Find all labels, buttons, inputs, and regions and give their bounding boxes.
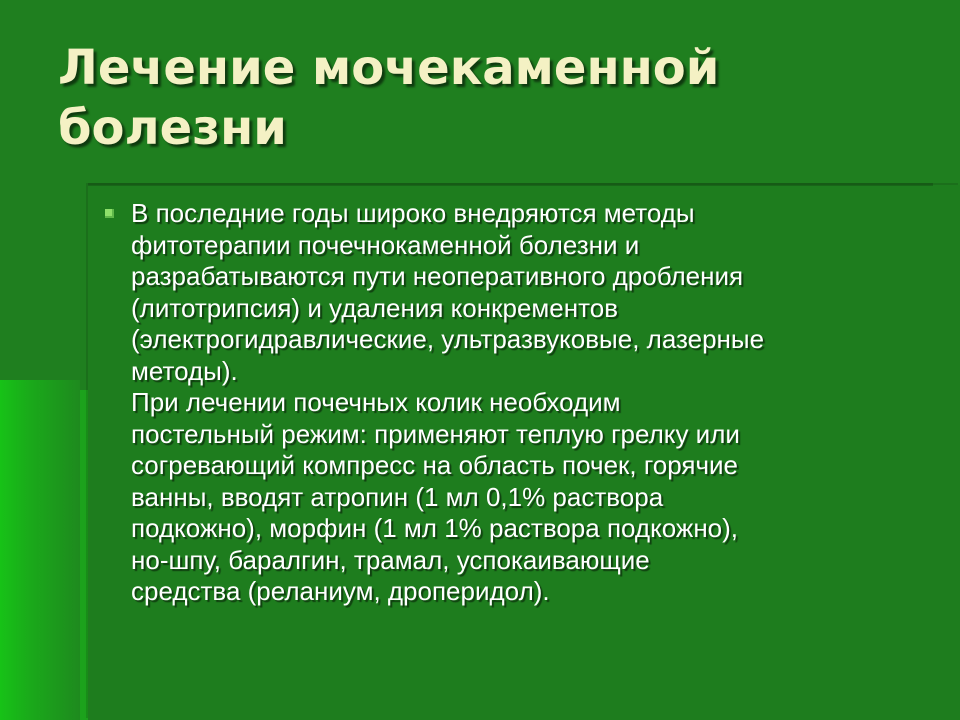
background-divider-line — [88, 183, 933, 186]
background-left-glow — [0, 380, 80, 720]
slide-content — [105, 198, 935, 608]
slide-title: Лечение мочекаменной болезни — [58, 40, 720, 156]
bullet-text: В последние годы широко внедряются методы фитотерапии почечнокаменной болезни и разрабатываются пути неоперативного дробления (литотрипсия) и удаления конкрементов (электрогидравлические, ультразвуковые, лазерные методы). При лечении почечных колик необходим постельный режим: применяют теплую грелку или согревающий компресс на область почек, горячие ванны, вводят атропин (1 мл 0,1% раствора подкожно), морфин (1 мл 1% раствора подкожно), но-шпу, баралгин, трамал, успокаивающие средства (реланиум, дроперидол). — [131, 198, 765, 606]
square-bullet-icon — [105, 209, 114, 218]
bullet-item — [105, 198, 935, 608]
